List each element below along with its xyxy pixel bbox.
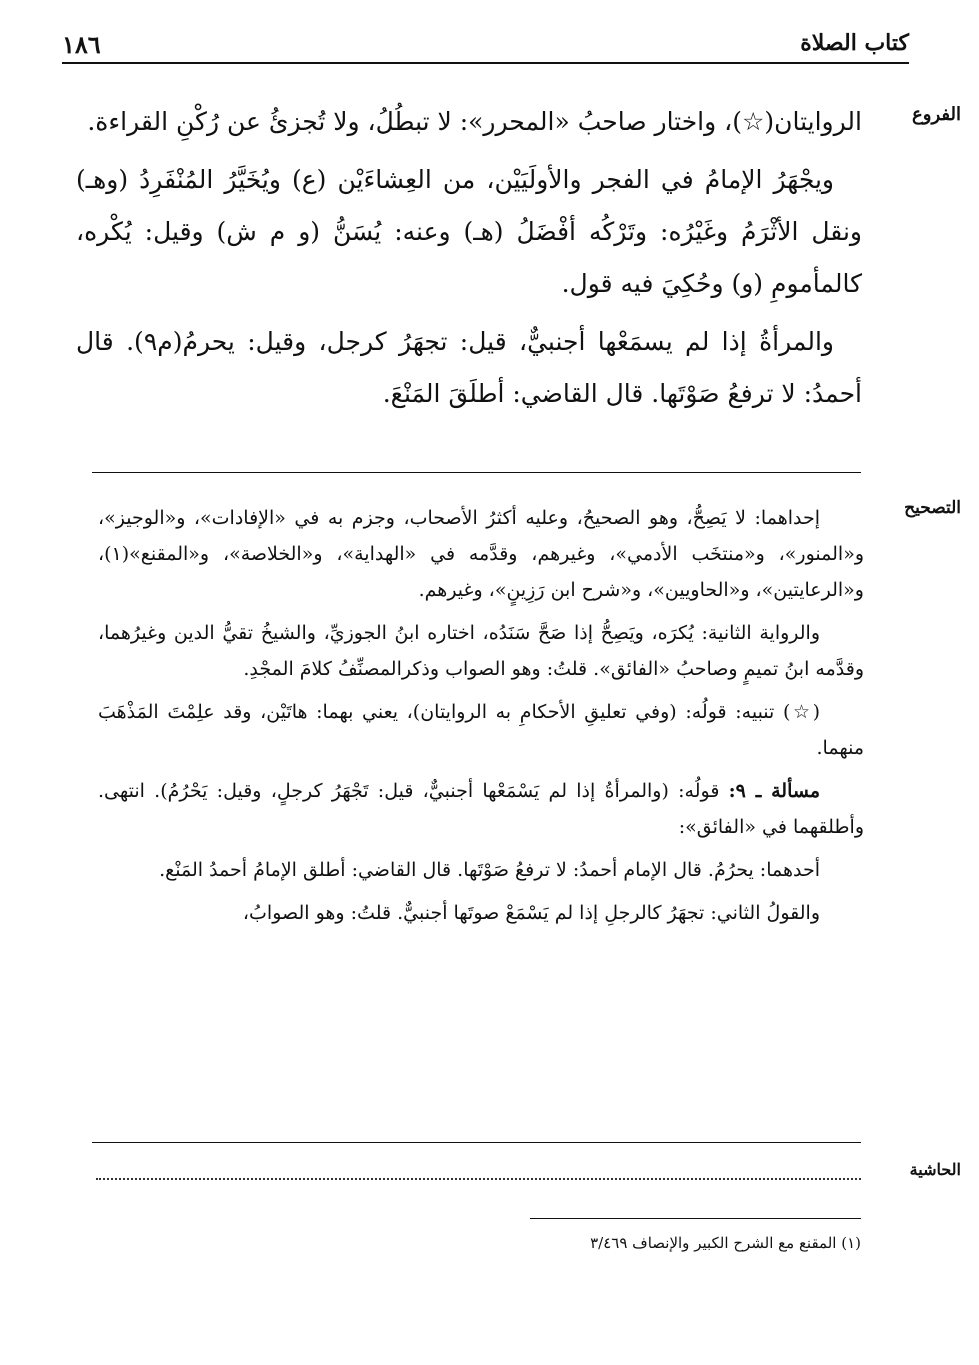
tashih-paragraph: والرواية الثانية: يُكرَه، ويَصِحُّ إذا صَحَّ سَنَدُه، اختاره ابنُ الجوزيِّ، والشيخُ تقيُّ الدين وغيرُهما، وقدَّمه ابنُ تميمٍ وصاحبُ «الفائق». قلتُ: وهو الصواب وذكرالمصنِّفُ كلامَ المجْدِ. — [98, 622, 864, 680]
furu-paragraph: الروايتان(☆)، واختار صاحبُ «المحرر»: لا تبطُلُ، ولا تُجزئُ عن رُكْنِ القراءة. — [87, 107, 862, 136]
tashih-paragraph: أحدهما: يحرُمُ. قال الإمام أحمدُ: لا ترفعُ صَوْتَها. قال القاضي: أطلق الإمامُ أحمدُ المَنْع. — [159, 859, 820, 881]
issue-text: قولُه: (والمرأةُ إذا لم يَسْمَعْها أجنبيٌّ، قيل: تَجْهَرُ كرجلٍ، وقيل: يَحْرُمُ). انتهى. وأطلقهما في «الفائق»: — [98, 780, 864, 838]
section-label-furu: الفروع — [912, 104, 961, 125]
section-divider — [92, 1142, 861, 1143]
hashiya-dotted-line — [96, 1178, 861, 1180]
footnote: (١) المقنع مع الشرح الكبير والإنصاف ٣/٤٦٩ — [590, 1234, 861, 1252]
tashih-paragraph: والقولُ الثاني: تجهَرُ كالرجلِ إذا لم يَسْمَعْ صوتَها أجنبيٌّ. قلتُ: وهو الصوابُ، — [242, 902, 820, 924]
header-rule — [62, 62, 909, 64]
section-divider — [92, 472, 861, 473]
tashih-paragraph — [98, 773, 864, 845]
issue-heading: مسألة ـ ٩: — [728, 780, 820, 802]
tashih-paragraph: (☆) تنبيه: قولُه: (وفي تعليقِ الأحكامِ به الروايتان)، يعني بهما: هاتَيْن، وقد علِمْتَ المَذْهَبَ منهما. — [98, 701, 864, 759]
tashih-section — [98, 500, 864, 938]
page-header — [62, 28, 909, 64]
furu-section — [76, 96, 862, 420]
section-label-hashiya: الحاشية — [909, 1160, 961, 1179]
book-title: كتاب الصلاة — [800, 30, 909, 56]
page-number: ١٨٦ — [62, 30, 101, 59]
footnote-rule — [530, 1218, 861, 1219]
furu-paragraph: والمرأةُ إذا لم يسمَعْها أجنبيٌّ، قيل: تجهَرُ كرجل، وقيل: يحرمُ(م٩). قال أحمدُ: لا ترفعُ صَوْتَها. قال القاضي: أطلَقَ المَنْعَ. — [76, 327, 862, 408]
furu-paragraph: ويجْهَرُ الإمامُ في الفجر والأولَيَيْن، من العِشاءَيْن (ع) ويُخَيَّرُ المُنْفَرِدُ (وهـ) ونقل الأثْرَمُ وغَيْرُه: وتَرْكُه أفْضَلُ (هـ) وعنه: يُسَنُّ (و م ش) وقيل: يُكْره، كالمأمومِ (و) وحُكِيَ فيه قول. — [76, 165, 862, 298]
tashih-paragraph: إحداهما: لا يَصِحُّ، وهو الصحيحُ، وعليه أكثرُ الأصحاب، وجزم به في «الإفادات»، و«الوجيز»، و«المنور»، و«منتخَب الأدمي»، وغيرهم، وقدَّمه في «الهداية»، و«الخلاصة»، و«المقنع»(١)، و«الرعايتين»، و«الحاويين»، و«شرح ابن رَزِينٍ»، وغيرهم. — [98, 507, 864, 601]
section-label-tashih: التصحيح — [904, 498, 961, 518]
